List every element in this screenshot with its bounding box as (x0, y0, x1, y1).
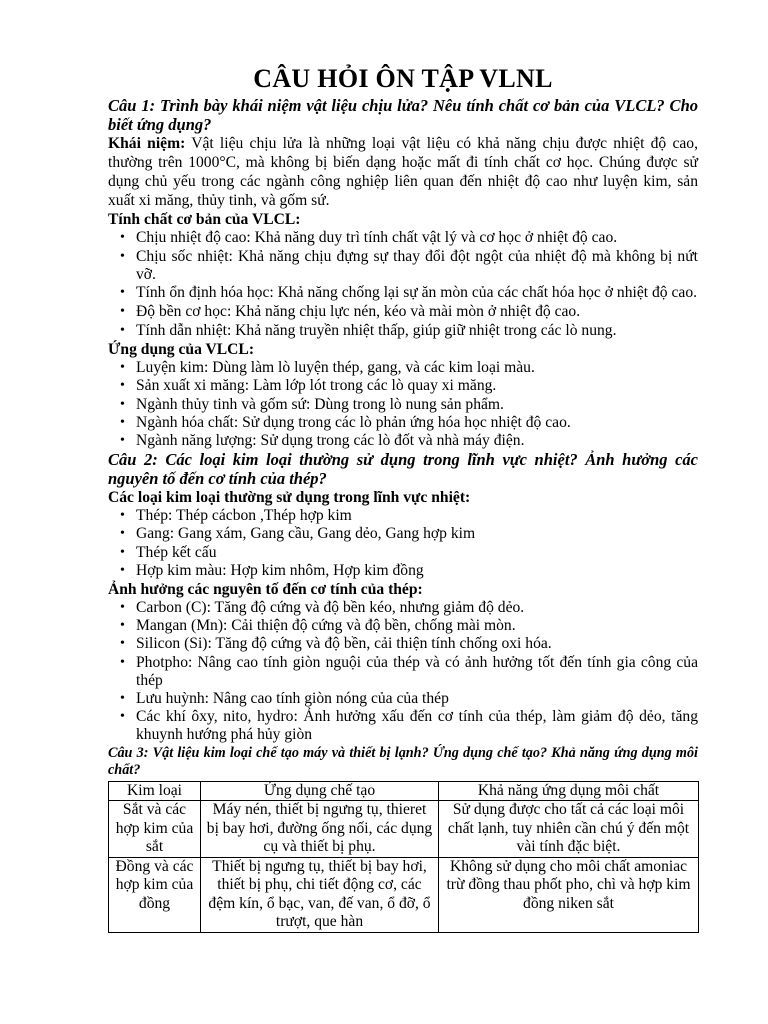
table-row (109, 801, 699, 858)
list-item: • Chịu sốc nhiệt: Khả năng chịu đựng sự thay đổi đột ngột của nhiệt độ mà không bị nứt vỡ. (136, 248, 698, 284)
table-cell: Đồng và các hợp kim của đồng (109, 857, 201, 932)
list-item: • Photpho: Nâng cao tính giòn nguội của thép và có ảnh hưởng tốt đến tính gia công của thép (136, 654, 698, 690)
table-cell: Không sử dụng cho môi chất amoniac trừ đồng thau phốt pho, chì và hợp kim đồng niken sắt (439, 857, 699, 932)
table-row (109, 857, 699, 932)
list-item: • Tính ổn định hóa học: Khả năng chống lại sự ăn mòn của các chất hóa học ở nhiệt độ cao. (136, 284, 698, 302)
applications-list (108, 359, 698, 450)
concept-paragraph (108, 134, 698, 210)
effects-heading: Ảnh hưởng các nguyên tố đến cơ tính của thép: (108, 581, 423, 598)
list-item: • Ngành thủy tinh và gốm sứ: Dùng trong lò nung sản phẩm. (136, 396, 698, 414)
applications-heading: Ứng dụng của VLCL: (108, 341, 255, 359)
table-cell: Thiết bị ngưng tụ, thiết bị bay hơi, thiết bị phụ, chi tiết động cơ, các đệm kín, ổ bạc, van, đế van, ổ đỡ, ổ trượt, que hàn (201, 857, 439, 932)
refrigeration-metals-table (108, 781, 699, 933)
metals-heading: Các loại kim loại thường sử dụng trong lĩnh vực nhiệt: (108, 489, 471, 507)
list-item: • Ngành năng lượng: Sử dụng trong các lò đốt và nhà máy điện. (136, 432, 698, 450)
list-item: • Sản xuất xi măng: Làm lớp lót trong các lò quay xi măng. (136, 377, 698, 395)
column-header: Khả năng ứng dụng môi chất (439, 781, 699, 801)
document-page (108, 62, 698, 933)
list-item: • Luyện kim: Dùng làm lò luyện thép, gang, và các kim loại màu. (136, 359, 698, 377)
list-item: • Mangan (Mn): Cải thiện độ cứng và độ bền, chống mài mòn. (136, 617, 698, 635)
list-item: • Độ bền cơ học: Khả năng chịu lực nén, kéo và mài mòn ở nhiệt độ cao. (136, 303, 698, 321)
column-header: Ứng dụng chế tạo (201, 781, 439, 801)
table-cell: Sử dụng được cho tất cả các loại môi chất lạnh, tuy nhiên cần chú ý đến một vài tính đặc biệt. (439, 801, 699, 858)
list-item: • Chịu nhiệt độ cao: Khả năng duy trì tính chất vật lý và cơ học ở nhiệt độ cao. (136, 229, 698, 247)
question-2: Câu 2: Các loại kim loại thường sử dụng trong lĩnh vực nhiệt? Ảnh hưởng các nguyên tố đến cơ tính của thép? (108, 450, 698, 489)
list-item: • Tính dẫn nhiệt: Khả năng truyền nhiệt thấp, giúp giữ nhiệt trong các lò nung. (136, 322, 698, 340)
page-title: CÂU HỎI ÔN TẬP VLNL (253, 64, 553, 93)
concept-text: Vật liệu chịu lửa là những loại vật liệu có khả năng chịu được nhiệt độ cao, thường trên 1000°C, mà không bị biến dạng hoặc mất đi tính chất cơ học. Chúng được sử dụng chủ yếu trong các ngành công nghiệp liên quan đến nhiệt độ cao như luyện kim, sản xuất xi măng, thủy tinh, và gốm sứ. (108, 135, 698, 209)
metals-list (108, 507, 698, 580)
concept-label: Khái niệm: (108, 135, 186, 152)
list-item: • Thép kết cấu (136, 544, 698, 562)
list-item: • Gang: Gang xám, Gang cầu, Gang dẻo, Gang hợp kim (136, 525, 698, 543)
properties-heading: Tính chất cơ bản của VLCL: (108, 211, 301, 228)
column-header: Kim loại (109, 781, 201, 801)
table-cell: Sắt và các hợp kim của sắt (109, 801, 201, 858)
question-1: Câu 1: Trình bày khái niệm vật liệu chịu lửa? Nêu tính chất cơ bản của VLCL? Cho biết ứng dụng? (108, 96, 698, 134)
list-item: • Thép: Thép cácbon ,Thép hợp kim (136, 507, 698, 525)
effects-list (108, 599, 698, 745)
list-item: • Ngành hóa chất: Sử dụng trong các lò phản ứng hóa học nhiệt độ cao. (136, 414, 698, 432)
list-item: • Hợp kim màu: Hợp kim nhôm, Hợp kim đồng (136, 562, 698, 580)
question-3: Câu 3: Vật liệu kim loại chế tạo máy và thiết bị lạnh? Ứng dụng chế tạo? Khả năng ứng dụng môi chất? (108, 744, 698, 778)
list-item: • Silicon (Si): Tăng độ cứng và độ bền, cải thiện tính chống oxi hóa. (136, 635, 698, 653)
list-item: • Các khí ôxy, nito, hydro: Ảnh hưởng xấu đến cơ tính của thép, làm giảm độ dẻo, tăng khuynh hướng phá hủy giòn (136, 708, 698, 744)
table-cell: Máy nén, thiết bị ngưng tụ, thieret bị bay hơi, đường ống nối, các dụng cụ và thiết bị phụ. (201, 801, 439, 858)
properties-list (108, 229, 698, 340)
list-item: • Lưu huỳnh: Nâng cao tính giòn nóng của của thép (136, 690, 698, 708)
list-item: • Carbon (C): Tăng độ cứng và độ bền kéo, nhưng giảm độ dẻo. (136, 599, 698, 617)
table-header-row (109, 781, 699, 801)
